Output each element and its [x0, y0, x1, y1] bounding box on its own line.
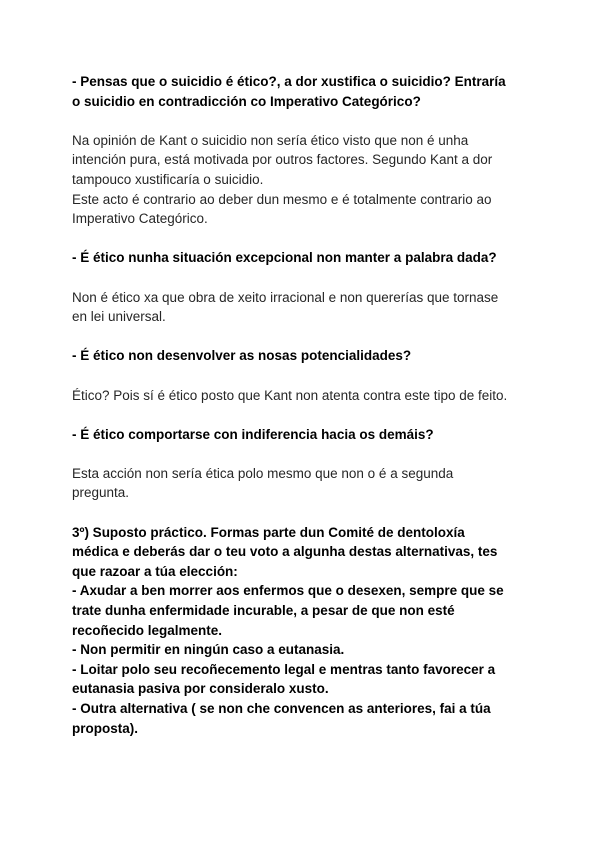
text-line: Non é ético xa que obra de xeito irracional e non quererías que tornase — [72, 289, 499, 305]
text-line: intención pura, está motivada por outros factores. Segundo Kant a dor — [72, 152, 493, 168]
answer-suicide — [72, 131, 542, 229]
text-line: pregunta. — [72, 485, 130, 501]
question-promise — [72, 248, 542, 268]
text-line: Ético? Pois sí é ético posto que Kant non atenta contra este tipo de feito. — [72, 387, 508, 403]
practical-case — [72, 523, 542, 739]
text-line: - Loitar polo seu recoñecemento legal e mentras tanto favorecer a — [72, 661, 496, 677]
text-line: Na opinión de Kant o suicidio non sería ético visto que non é unha — [72, 132, 469, 148]
paragraph-gap — [72, 444, 542, 464]
text-line: - Non permitir en ningún caso a eutanasia. — [72, 642, 345, 658]
question-potential — [72, 346, 542, 366]
text-line: - É ético non desenvolver as nosas potencialidades? — [72, 348, 412, 364]
text-line: - Axudar a ben morrer aos enfermos que o desexen, sempre que se — [72, 583, 504, 599]
answer-promise — [72, 288, 542, 327]
text-line: tampouco xustificaría o suicidio. — [72, 171, 264, 187]
text-line: trate dunha enfermidade incurable, a pesar de que non esté — [72, 603, 455, 619]
paragraph-gap — [72, 327, 542, 347]
paragraph-gap — [72, 229, 542, 249]
text-line: que razoar a túa elección: — [72, 563, 238, 579]
text-line: en lei universal. — [72, 309, 166, 325]
paragraph-gap — [72, 366, 542, 386]
text-line: - É ético comportarse con indiferencia hacia os demáis? — [72, 426, 434, 442]
text-line: Este acto é contrario ao deber dun mesmo e é totalmente contrario ao — [72, 191, 492, 207]
text-line: médica e deberás dar o teu voto a algunha destas alternativas, tes — [72, 544, 498, 560]
text-line: - Outra alternativa ( se non che convencen as anteriores, fai a túa — [72, 701, 491, 716]
document-page — [72, 72, 542, 738]
text-line: - Pensas que o suicidio é ético?, a dor xustifica o suicidio? Entraría — [72, 74, 506, 89]
text-line: eutanasia pasiva por consideralo xusto. — [72, 681, 329, 697]
paragraph-gap — [72, 503, 542, 523]
text-line: o suicidio en contradicción co Imperativo Categórico? — [72, 93, 421, 109]
text-line: recoñecido legalmente. — [72, 622, 223, 638]
question-indifference — [72, 425, 542, 445]
paragraph-gap — [72, 405, 542, 425]
answer-indifference — [72, 464, 542, 503]
paragraph-gap — [72, 111, 542, 131]
text-line: Imperativo Categórico. — [72, 211, 208, 227]
paragraph-gap — [72, 268, 542, 288]
answer-potential — [72, 386, 542, 406]
text-line: - É ético nunha situación excepcional non manter a palabra dada? — [72, 250, 497, 266]
text-line: proposta). — [72, 720, 138, 736]
text-line: 3º) Suposto práctico. Formas parte dun Comité de dentoloxía — [72, 524, 465, 540]
text-line: Esta acción non sería ética polo mesmo que non o é a segunda — [72, 465, 454, 481]
question-suicide — [72, 72, 542, 111]
